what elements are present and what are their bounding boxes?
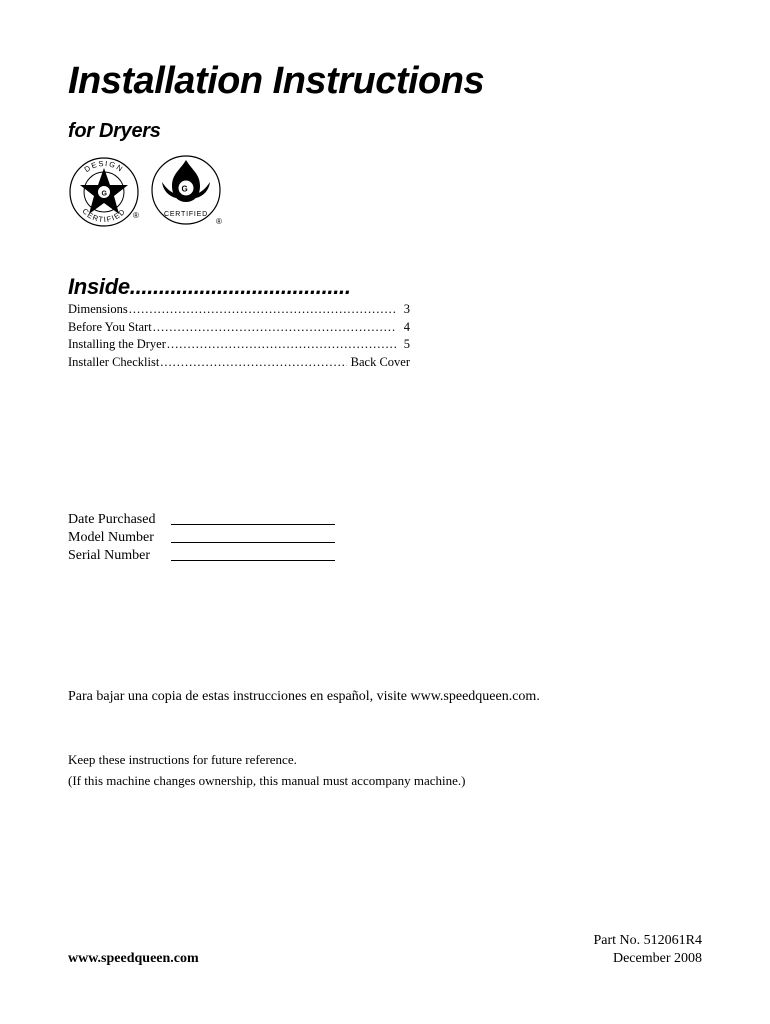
keep-note-line-1: Keep these instructions for future reference. <box>68 752 297 767</box>
design-certified-seal <box>64 152 144 232</box>
serial-number-field[interactable] <box>171 546 335 561</box>
toc-page: Back Cover <box>350 354 410 369</box>
toc-entry-before-you-start[interactable] <box>68 320 410 338</box>
serial-number-label: Serial Number <box>68 548 151 563</box>
publication-date: December 2008 <box>612 951 702 966</box>
seal-bottom-text: CERTIFIED <box>80 206 128 225</box>
seal-top-text: DESIGN <box>82 158 126 175</box>
toc-leader <box>129 302 396 317</box>
date-purchased-field[interactable] <box>171 510 335 525</box>
part-info <box>594 932 703 968</box>
registered-mark: ® <box>133 211 139 220</box>
toc-entry-installing-the-dryer[interactable] <box>68 337 410 355</box>
toc-label: Before You Start <box>68 319 152 334</box>
keep-note-line-2: (If this machine changes ownership, this manual must accompany machine.) <box>68 773 466 788</box>
table-of-contents <box>68 302 410 372</box>
toc-leader <box>153 320 396 335</box>
toc-label: Dimensions <box>68 302 128 316</box>
part-number: Part No. 512061R4 <box>593 933 702 948</box>
document-title: Installation Instructions <box>68 60 485 102</box>
model-number-label: Model Number <box>68 530 154 545</box>
spanish-download-note: Para bajar una copia de estas instrucciones en español, visite www.speedqueen.com. <box>68 689 540 704</box>
toc-entry-installer-checklist[interactable] <box>68 355 410 373</box>
purchase-record <box>68 510 335 564</box>
serial-number-row <box>68 546 335 564</box>
website-link[interactable]: www.speedqueen.com <box>68 951 199 966</box>
toc-label: Installing the Dryer <box>68 337 166 351</box>
date-purchased-row <box>68 510 335 528</box>
toc-page: 5 <box>403 337 410 351</box>
document-subtitle: for Dryers <box>68 120 161 142</box>
seal-certified-text: CERTIFIED <box>163 211 209 218</box>
inside-heading: Inside...................................... <box>68 274 351 299</box>
toc-entry-dimensions[interactable] <box>68 302 410 320</box>
toc-label: Installer Checklist <box>68 354 160 369</box>
svg-text:G: G <box>101 190 107 198</box>
toc-page: 4 <box>403 319 410 334</box>
toc-leader <box>160 355 346 370</box>
gas-certified-seal <box>150 152 226 232</box>
svg-text:G: G <box>181 184 188 194</box>
registered-mark: ® <box>216 217 222 226</box>
model-number-field[interactable] <box>171 528 335 543</box>
model-number-row <box>68 528 335 546</box>
toc-page: 3 <box>403 302 410 316</box>
date-purchased-label: Date Purchased <box>68 512 156 527</box>
toc-leader <box>167 337 396 352</box>
keep-instructions-note <box>68 749 465 791</box>
